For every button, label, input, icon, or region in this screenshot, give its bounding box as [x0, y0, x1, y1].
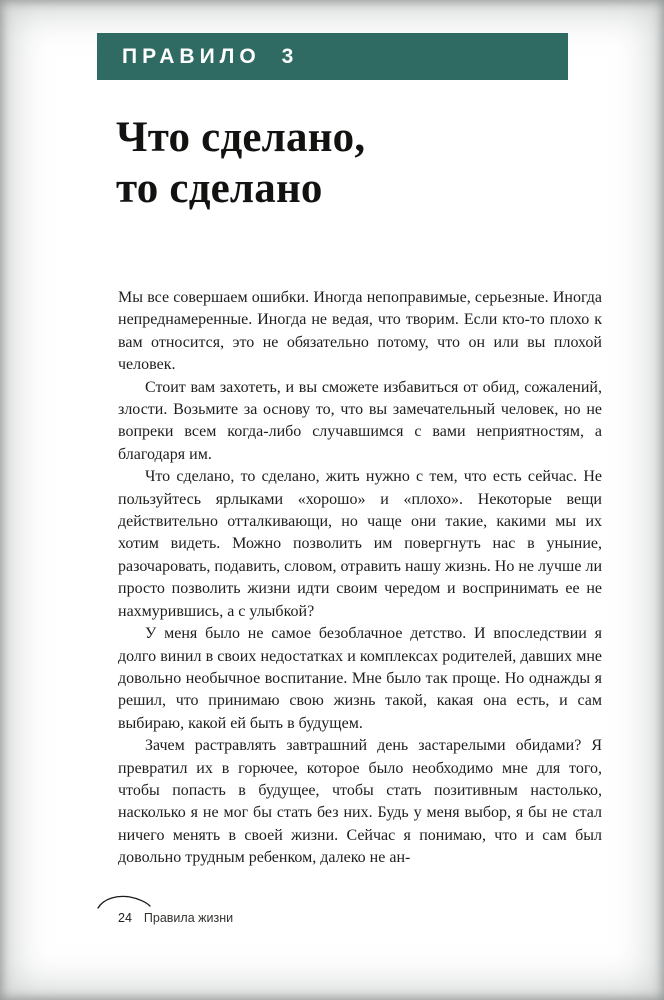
chapter-title-line2: то сделано [116, 165, 323, 212]
chapter-label: ПРАВИЛО 3 [122, 44, 299, 68]
chapter-title [116, 112, 365, 214]
body-text [118, 287, 602, 870]
paragraph-2: Стоит вам захотеть, и вы сможете избавиться от обид, сожалений, злости. Возьмите за основу то, что вы замечательный человек, но не вопреки всем когда-либо случавшимся с вами неприятностям, а благодаря им. [118, 378, 602, 463]
paragraph-3: Что сделано, то сделано, жить нужно с тем, что есть сейчас. Не пользуйтесь ярлыками «хорошо» и «плохо». Некоторые вещи действительно отталкивающи, но чаще они такие, какими мы их хотим видеть. Можно позволить им повергнуть нас в уныние, разочаровать, подавить, словом, отравить нашу жизнь. Но не лучше ли просто позволить жизни идти своим чередом и воспринимать ее не нахмурившись, а с улыбкой? [118, 468, 602, 620]
footer-row [118, 911, 233, 925]
paragraph-5: Зачем растравлять завтрашний день застарелыми обидами? Я превратил их в горючее, которое было необходимо мне для того, чтобы попасть в будущее, чтобы стать позитивным настолько, насколько я не мог бы стать без них. Будь у меня выбор, я бы не стал ничего менять в своей жизни. Сейчас я понимаю, что и сам был довольно трудным ребенком, далеко не ан- [118, 737, 602, 867]
page-number: 24 [118, 911, 132, 925]
chapter-banner [97, 33, 568, 80]
page-footer [96, 894, 233, 925]
paragraph-4: У меня было не самое безоблачное детство. И впоследствии я долго винил в своих недостатках и комплексах родителей, давших мне довольно необычное воспитание. Мне было так проще. Но однажды я решил, что принимаю свою жизнь такой, какая она есть, и сам выбираю, какой ей быть в будущем. [118, 625, 602, 732]
chapter-title-line1: Что сделано, [116, 114, 366, 161]
swoosh-ornament-icon [96, 894, 152, 910]
running-title: Правила жизни [143, 911, 234, 925]
paragraph-1: Мы все совершаем ошибки. Иногда непоправимые, серьезные. Иногда непреднамеренные. Иногда не ведая, что творим. Если кто-то плохо к вам относится, это не обязательно потому, что он или вы плохой человек. [118, 289, 602, 374]
